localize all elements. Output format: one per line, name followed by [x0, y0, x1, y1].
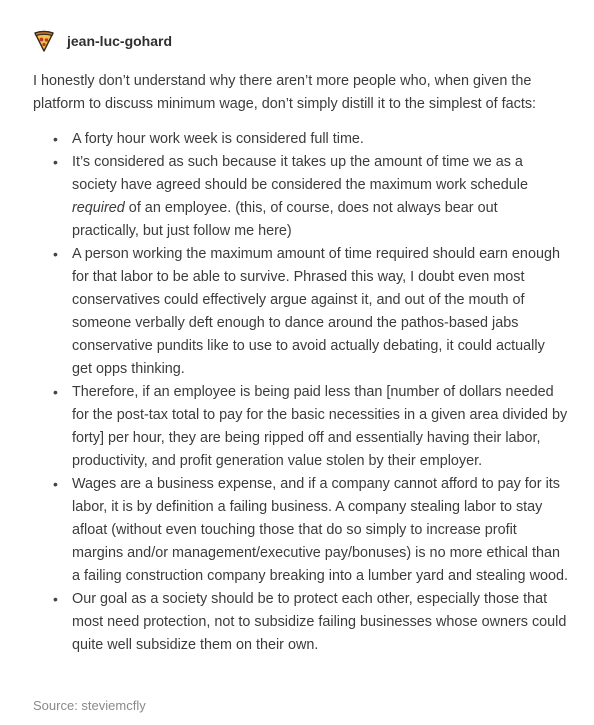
list-item: • A forty hour work week is considered full time.	[72, 128, 568, 151]
emphasis-text: required	[72, 200, 125, 216]
list-item: • A person working the maximum amount of time required should earn enough for that labor to be able to survive. Phrased this way, I doubt even most conservatives could effectively argue against it, and out of the mouth of someone verbally deft enough to dance around the pathos-based jabs conservative pundits like to use to avoid actually debating, it could actually get opps thinking.	[72, 243, 568, 381]
list-item: • Therefore, if an employee is being paid less than [number of dollars needed for the post-tax total to pay for the basic necessities in a given area divided by forty] per hour, they are being ripped off and essentially having their labor, productivity, and profit generation value stolen by their employer.	[72, 381, 568, 473]
list-item: • Wages are a business expense, and if a company cannot afford to pay for its labor, it is by definition a failing business. A company stealing labor to stay afloat (without even touching those that do so simply to increase profit margins and/or management/executive pay/bonuses) is no more ethical than a failing construction company breaking into a lumber yard and stealing wood.	[72, 473, 568, 588]
pizza-slice-icon[interactable]	[33, 30, 55, 52]
username-link[interactable]: jean-luc-gohard	[67, 33, 173, 49]
post-header	[33, 28, 172, 54]
bullet-list	[33, 128, 568, 657]
source-link[interactable]: Source: steviemcfly	[33, 698, 146, 713]
intro-paragraph: I honestly don’t understand why there aren’t more people who, when given the platform to discuss minimum wage, don’t simply distill it to the simplest of facts:	[33, 73, 537, 112]
list-item: • Our goal as a society should be to protect each other, especially those that most need protection, not to subsidize failing businesses whose owners could quite well subsidize them on their own.	[72, 588, 568, 657]
list-item: • It’s considered as such because it takes up the amount of time we as a society have agreed should be considered the maximum work schedule required of an employee. (this, of course, does not always bear out practically, but just follow me here)	[72, 151, 568, 243]
post-body	[33, 70, 568, 657]
